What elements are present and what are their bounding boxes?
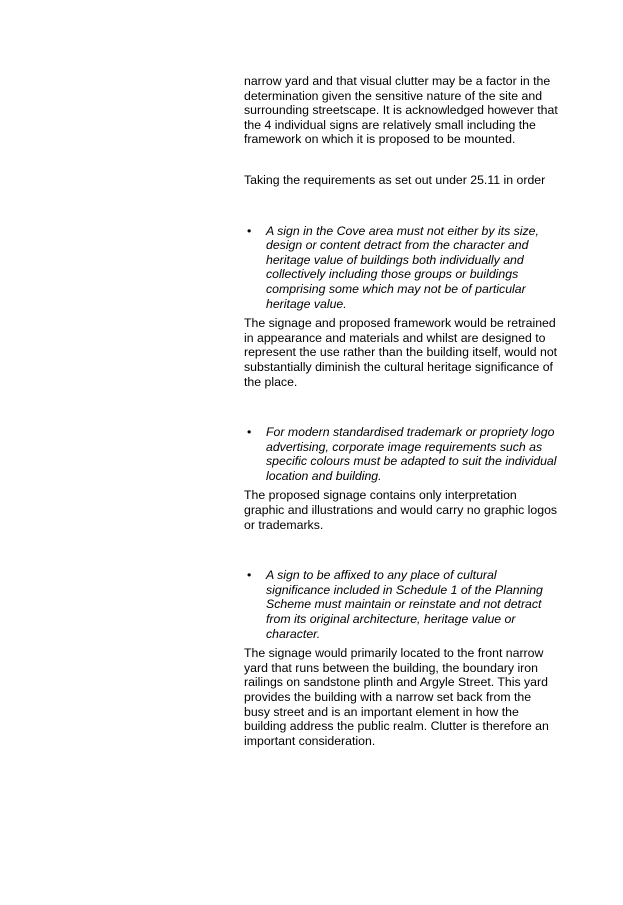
- requirement-bullet-3: [244, 568, 560, 641]
- requirement-text-2: For modern standardised trademark or propriety logo advertising, corporate image requirements such as specific colours must be adapted to suit the individual location and building.: [266, 425, 557, 483]
- requirement-bullet-1: [244, 224, 560, 312]
- requirement-text-3: A sign to be affixed to any place of cultural significance included in Schedule 1 of the Planning Scheme must maintain or reinstate and not detract from its original architecture, heritage value or character.: [266, 568, 543, 641]
- bullet-icon: •: [247, 568, 252, 583]
- response-paragraph-2: The proposed signage contains only interpretation graphic and illustrations and would carry no graphic logos or trademarks.: [244, 488, 558, 532]
- response-paragraph-3: The signage would primarily located to the front narrow yard that runs between the building, the boundary iron railings on sandstone plinth and Argyle Street. This yard provides the building with a narrow set back from the busy street and is an important element in how the building address the public realm. Clutter is therefore an important consideration.: [244, 646, 549, 748]
- bullet-icon: •: [247, 223, 252, 238]
- requirement-text-1: A sign in the Cove area must not either by its size, design or content detract from the character and heritage value of buildings both individually and collectively including those groups or buildings comprising some which may not be of particular heritage value.: [266, 223, 539, 311]
- intro-paragraph: narrow yard and that visual clutter may be a factor in the determination given the sensitive nature of the site and surrounding streetscape. It is acknowledged however that the 4 individual signs are relatively small including the framework on which it is proposed to be mounted.: [244, 74, 558, 147]
- bullet-icon: •: [247, 425, 252, 440]
- requirements-lead: Taking the requirements as set out under 25.11 in order: [244, 172, 546, 187]
- response-paragraph-1: The signage and proposed framework would be retrained in appearance and materials and whilst are designed to represent the use rather than the building itself, would not substantially diminish the cultural heritage significance of the place.: [244, 316, 558, 389]
- requirement-bullet-2: [244, 425, 560, 483]
- text-column: [244, 74, 560, 748]
